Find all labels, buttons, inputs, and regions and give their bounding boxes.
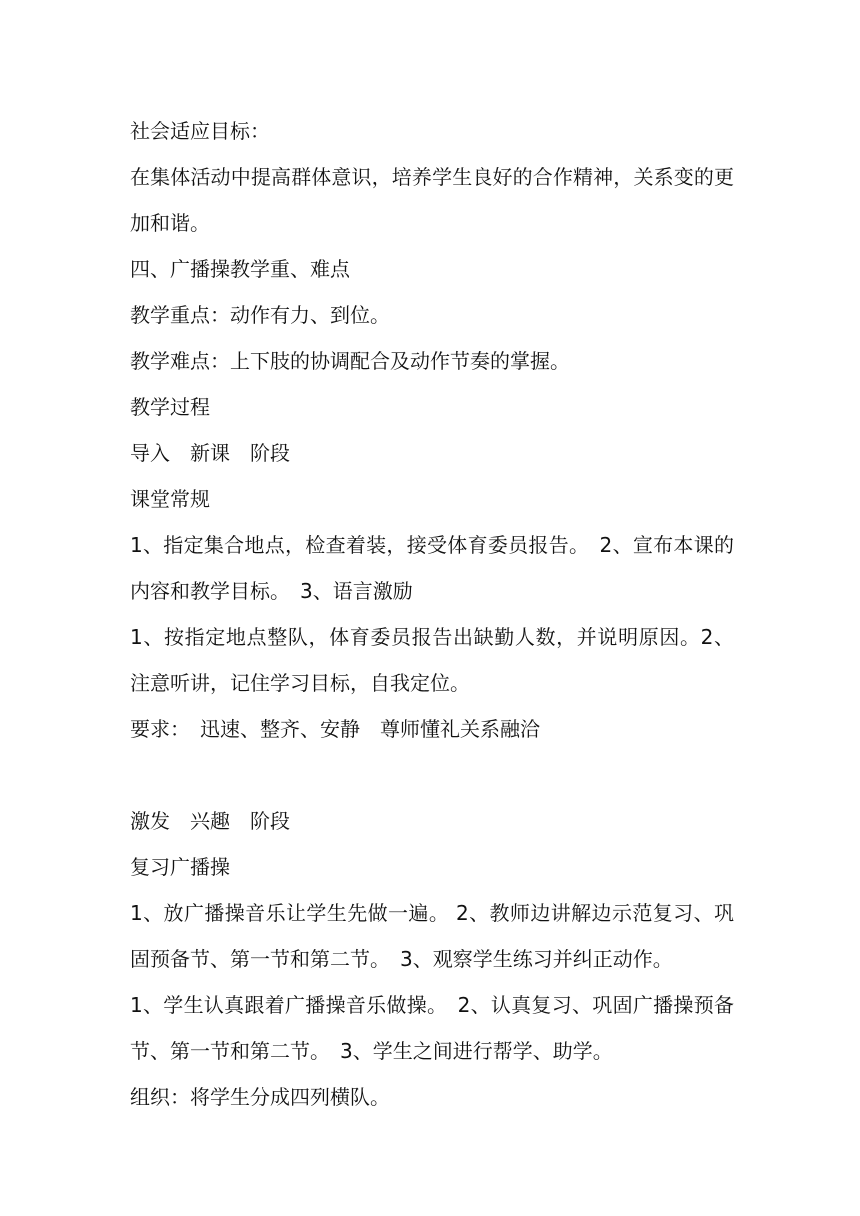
- student-routine-steps: 1、按指定地点整队，体育委员报告出缺勤人数，并说明原因。2、注意听讲，记住学习目标，自我定位。: [130, 625, 734, 695]
- organization-note: 组织：将学生分成四列横队。: [130, 1085, 390, 1109]
- social-adaptation-text: 在集体活动中提高群体意识，培养学生良好的合作精神，关系变的更加和谐。: [130, 165, 734, 235]
- requirements: 要求： 迅速、整齐、安静 尊师懂礼关系融洽: [130, 717, 540, 741]
- blank-line: [130, 752, 734, 798]
- teacher-review-steps: 1、放广播操音乐让学生先做一遍。 2、教师边讲解边示范复习、巩固预备节、第一节和第二节。 3、观察学生练习并纠正动作。: [130, 901, 734, 971]
- student-review-steps: 1、学生认真跟着广播操音乐做操。 2、认真复习、巩固广播操预备节、第一节和第二节。 3、学生之间进行帮学、助学。: [130, 993, 734, 1063]
- teaching-focus: 教学重点：动作有力、到位。: [130, 303, 390, 327]
- document-body: [130, 108, 734, 1120]
- section-four-heading: 四、广播操教学重、难点: [130, 257, 350, 281]
- teaching-difficulty: 教学难点：上下肢的协调配合及动作节奏的掌握。: [130, 349, 570, 373]
- class-routine-heading: 课堂常规: [130, 487, 210, 511]
- intro-stage-heading: 导入 新课 阶段: [130, 441, 290, 465]
- teaching-process-heading: 教学过程: [130, 395, 210, 419]
- social-adaptation-heading: 社会适应目标：: [130, 119, 270, 143]
- review-exercise-heading: 复习广播操: [130, 855, 230, 879]
- interest-stage-heading: 激发 兴趣 阶段: [130, 809, 290, 833]
- teacher-routine-steps: 1、指定集合地点，检查着装，接受体育委员报告。 2、宣布本课的内容和教学目标。 3、语言激励: [130, 533, 734, 603]
